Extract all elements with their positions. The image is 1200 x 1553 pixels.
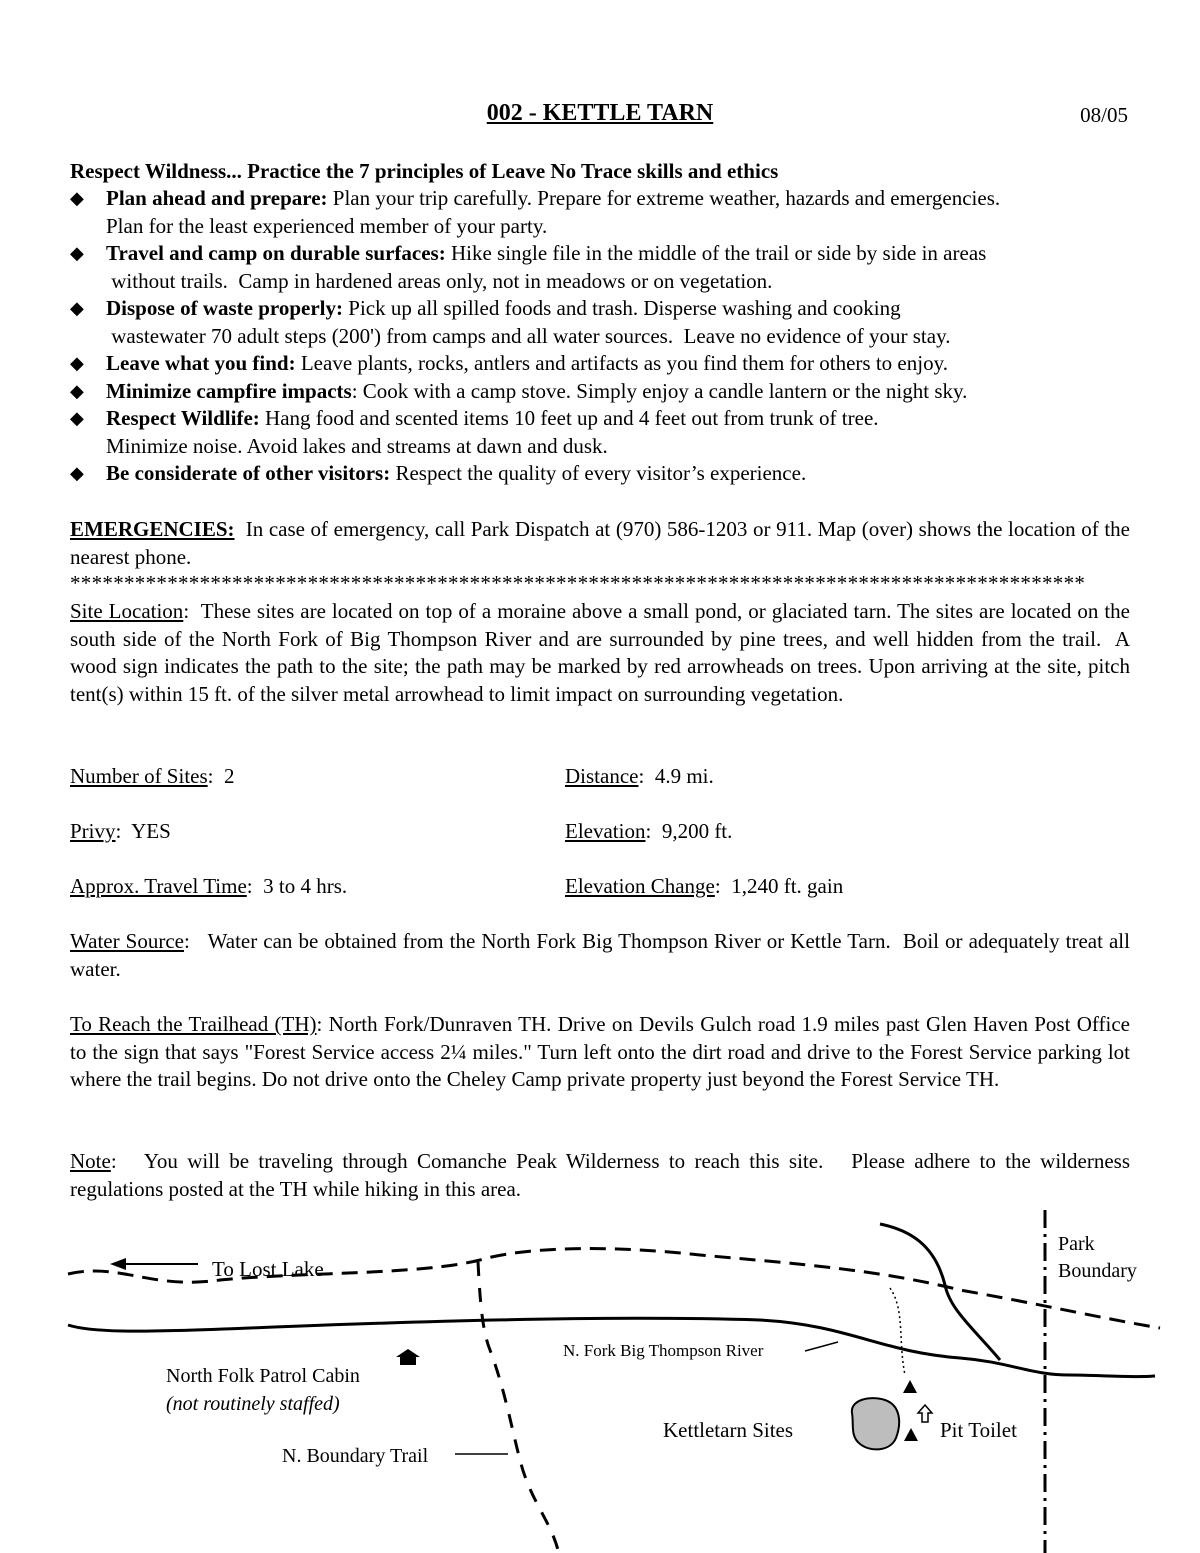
water-source-text: : Water can be obtained from the North Fork Big Thompson River or Kettle Tarn. Boil or adequately treat all water. xyxy=(70,929,1136,981)
title-text: 002 - KETTLE TARN xyxy=(486,100,714,126)
fact-travel-time xyxy=(70,873,347,900)
principle-label: Travel and camp on durable surfaces: xyxy=(106,241,446,265)
principle-text: Pick up all spilled foods and trash. Disperse washing and cooking xyxy=(343,296,901,320)
principle-item xyxy=(70,378,1130,406)
tarn-pond-icon xyxy=(852,1398,899,1449)
water-source-paragraph xyxy=(70,928,1136,983)
principle-label: Minimize campfire impacts xyxy=(106,378,352,403)
emergencies-label: EMERGENCIES: xyxy=(70,517,235,541)
left-arrow-icon xyxy=(110,1258,126,1270)
fact-elevation-change xyxy=(565,873,843,900)
fact-value: : 2 xyxy=(207,764,235,788)
principle-label: Plan ahead and prepare: xyxy=(106,186,328,210)
cabin-icon xyxy=(396,1349,420,1365)
fact-number-of-sites xyxy=(70,763,235,790)
principle-text-cont: wastewater 70 adult steps (200') from camps and all water sources. Leave no evidence of your stay. xyxy=(106,323,951,348)
fact-label: Elevation xyxy=(565,819,646,843)
principles-list xyxy=(70,185,1130,488)
park-label: Park xyxy=(1058,1233,1095,1255)
diamond-bullet-icon: ◆ xyxy=(70,408,84,428)
boundary-trail-label: N. Boundary Trail xyxy=(282,1445,429,1467)
fact-label: Privy xyxy=(70,819,116,843)
fact-elevation xyxy=(565,818,732,845)
emergencies-paragraph xyxy=(70,516,1136,571)
diamond-bullet-icon: ◆ xyxy=(70,353,84,373)
separator-line: ********************************************************************************************** xyxy=(70,571,1086,595)
principle-item xyxy=(70,185,1130,240)
principle-item xyxy=(70,240,1130,295)
trailhead-text: : North Fork/Dunraven TH. Drive on Devils Gulch road 1.9 miles past Glen Haven Post Office to the sign that says "Forest Service access 2¼ miles." Turn left onto the dirt road and drive to the Forest Service parking lot where the trail begins. Do not drive onto the Cheley Camp private property just beyond the Forest Service TH. xyxy=(70,1012,1130,1091)
principle-label: Be considerate of other visitors: xyxy=(106,461,391,485)
tributary-stream xyxy=(880,1224,1000,1360)
pit-toilet-icon xyxy=(918,1405,932,1422)
page-title xyxy=(0,100,1200,127)
fact-label: Distance xyxy=(565,764,639,788)
document-date: 08/05 xyxy=(1080,103,1128,127)
principle-text: : Cook with a camp stove. Simply enjoy a candle lantern or the night sky. xyxy=(351,378,968,403)
pit-toilet-label: Pit Toilet xyxy=(940,1418,1017,1442)
cabin-note-label: (not routinely staffed) xyxy=(166,1393,340,1415)
campsite-icon xyxy=(904,1428,918,1441)
fact-value: : 9,200 ft. xyxy=(645,819,733,843)
fact-label: Approx. Travel Time xyxy=(70,874,247,898)
fact-distance xyxy=(565,763,714,790)
trail-map xyxy=(0,1200,1200,1553)
north-boundary-trail xyxy=(478,1262,558,1550)
principle-text-cont: Minimize noise. Avoid lakes and streams at dawn and dusk. xyxy=(106,433,608,458)
note-text: : You will be traveling through Comanche Peak Wilderness to reach this site. Please adhere to the wilderness regulations posted at the TH while hiking in this area. xyxy=(70,1149,1136,1201)
fact-privy xyxy=(70,818,171,845)
principle-label: Dispose of waste properly: xyxy=(106,296,344,320)
fact-value: : 4.9 mi. xyxy=(638,764,714,788)
river-label: N. Fork Big Thompson River xyxy=(563,1341,764,1360)
principle-item xyxy=(70,460,1130,488)
principle-item xyxy=(70,350,1130,378)
site-location-text: : These sites are located on top of a moraine above a small pond, or glaciated tarn. The sites are located on the south side of the North Fork of Big Thompson River and are surrounded by pine trees, and well hidden from the trail. A wood sign indicates the path to the site; the path may be marked by red arrowheads on trees. Upon arriving at the site, pitch tent(s) within 15 ft. of the silver metal arrowhead to limit impact on surrounding vegetation. xyxy=(70,599,1136,706)
fact-label: Number of Sites xyxy=(70,764,208,788)
site-location-paragraph xyxy=(70,598,1136,708)
principle-item xyxy=(70,295,1130,350)
diamond-bullet-icon: ◆ xyxy=(70,243,84,263)
spur-trail xyxy=(890,1288,905,1375)
principle-item xyxy=(70,405,1130,460)
fact-value: : YES xyxy=(115,819,171,843)
sites-label: Kettletarn Sites xyxy=(663,1418,794,1442)
note-label: Note xyxy=(70,1149,111,1173)
site-location-label: Site Location xyxy=(70,599,184,623)
cabin-label: North Folk Patrol Cabin xyxy=(166,1365,360,1387)
fact-value: : 3 to 4 hrs. xyxy=(246,874,348,898)
lost-lake-label: To Lost Lake xyxy=(212,1257,324,1281)
diamond-bullet-icon: ◆ xyxy=(70,298,84,318)
emergencies-text: In case of emergency, call Park Dispatch at (970) 586-1203 or 911. Map (over) shows the location of the nearest phone. xyxy=(70,517,1136,569)
campsite-icon xyxy=(903,1380,917,1393)
principle-text-cont: without trails. Camp in hardened areas only, not in meadows or on vegetation. xyxy=(106,268,773,293)
principle-label: Leave what you find: xyxy=(106,351,296,375)
principle-text-cont: Plan for the least experienced member of your party. xyxy=(106,213,548,238)
principle-text: Plan your trip carefully. Prepare for extreme weather, hazards and emergencies. xyxy=(327,186,1001,210)
river-leader-line xyxy=(805,1342,838,1351)
trailhead-label: To Reach the Trailhead (TH) xyxy=(70,1012,317,1036)
boundary-label: Boundary xyxy=(1058,1260,1137,1282)
fact-label: Elevation Change xyxy=(565,874,715,898)
water-source-label: Water Source xyxy=(70,929,184,953)
principle-text: Hang food and scented items 10 feet up and 4 feet out from trunk of tree. xyxy=(259,406,879,430)
principle-text: Leave plants, rocks, antlers and artifacts as you find them for others to enjoy. xyxy=(295,351,948,375)
principle-text: Respect the quality of every visitor’s experience. xyxy=(390,461,807,485)
principle-label: Respect Wildlife: xyxy=(106,406,260,430)
diamond-bullet-icon: ◆ xyxy=(70,463,84,483)
diamond-bullet-icon: ◆ xyxy=(70,380,84,401)
note-paragraph xyxy=(70,1148,1136,1203)
trailhead-paragraph xyxy=(70,1011,1130,1094)
principle-text: Hike single file in the middle of the trail or side by side in areas xyxy=(445,241,987,265)
fact-value: : 1,240 ft. gain xyxy=(714,874,844,898)
diamond-bullet-icon: ◆ xyxy=(70,188,84,208)
leave-no-trace-heading: Respect Wildness... Practice the 7 principles of Leave No Trace skills and ethics xyxy=(70,159,779,183)
